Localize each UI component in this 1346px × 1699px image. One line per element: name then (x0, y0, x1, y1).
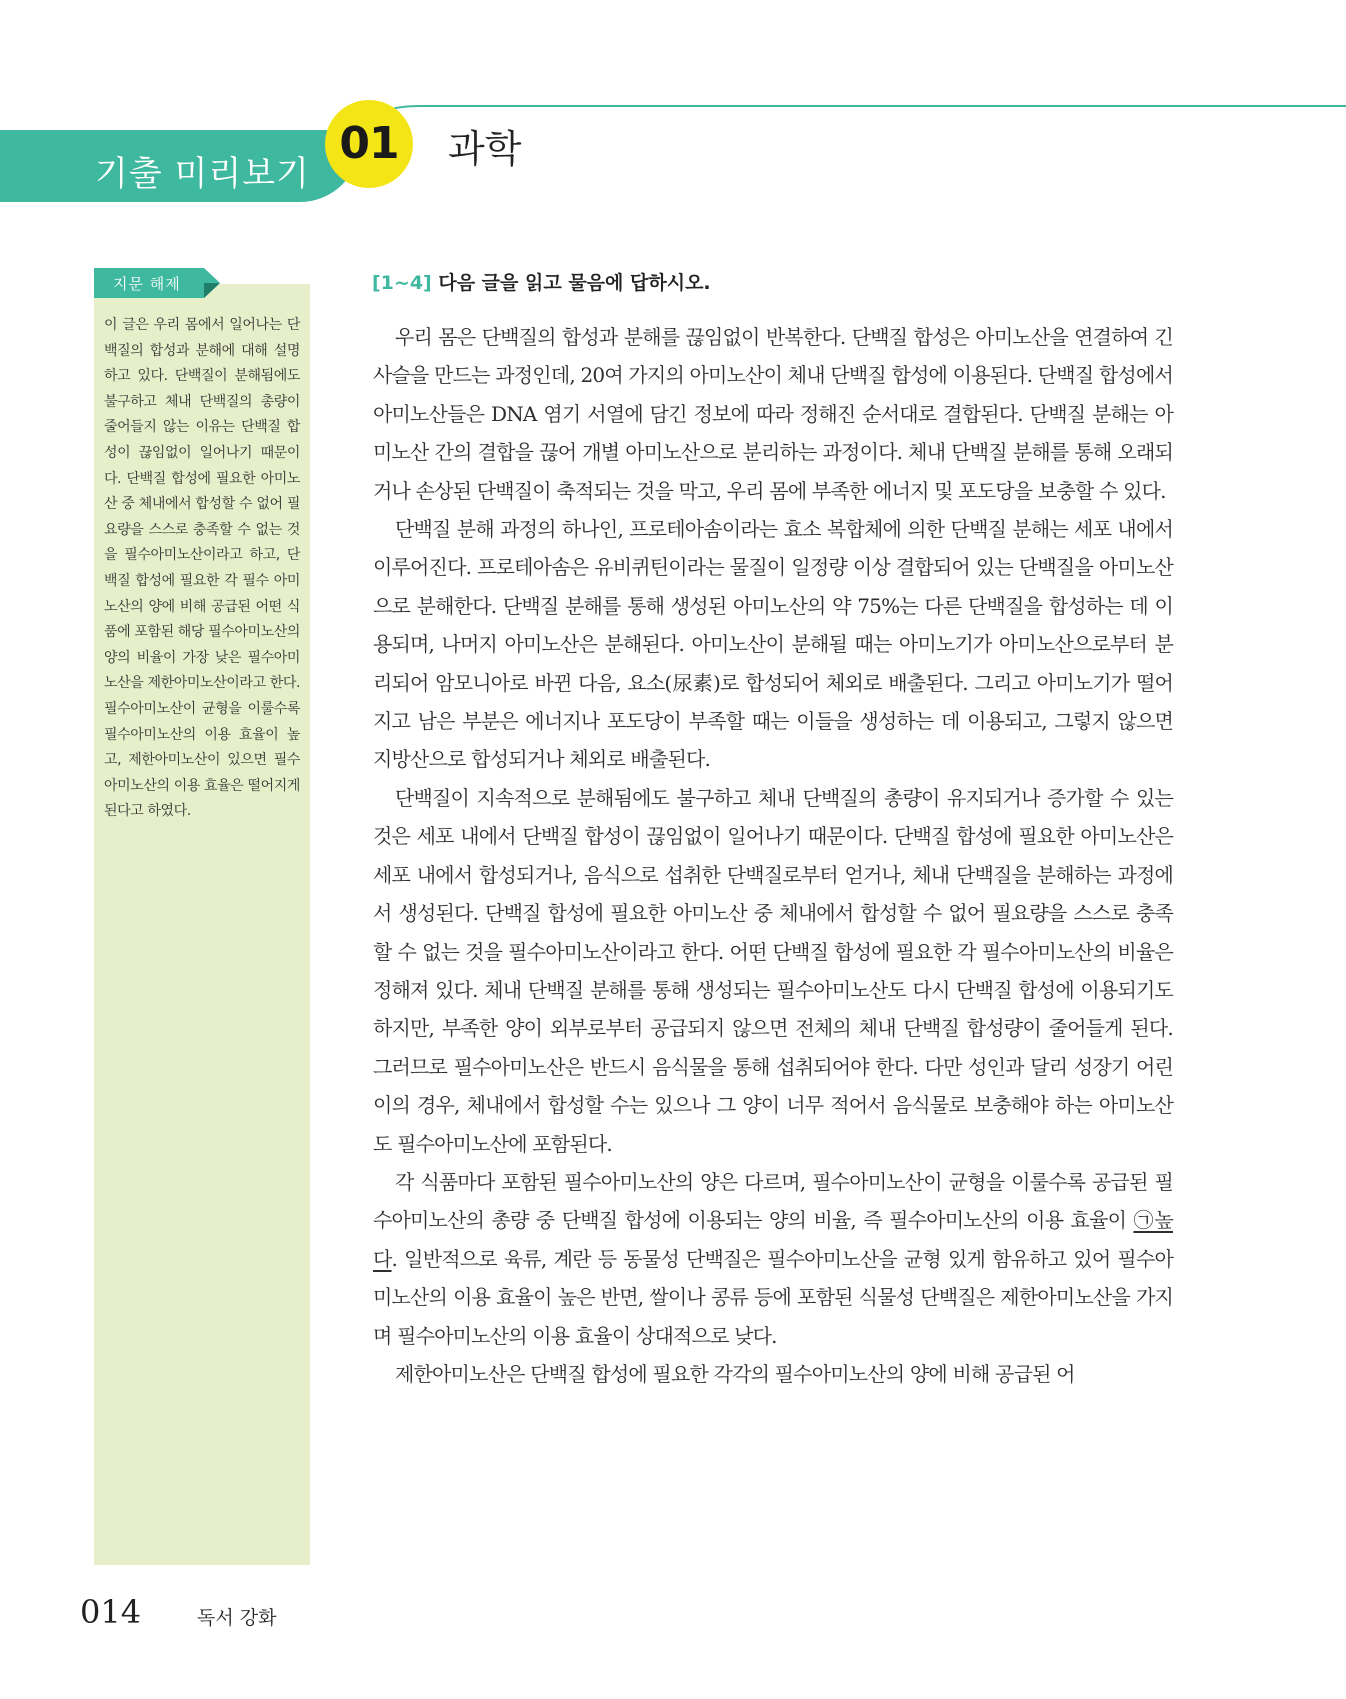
passage-paragraph: 단백질이 지속적으로 분해됨에도 불구하고 체내 단백질의 총량이 유지되거나 증가할 수 있는 것은 세포 내에서 단백질 합성이 끊임없이 일어나기 때문이다. 단백질 합성에 필요한 아미노산은 세포 내에서 합성되거나, 음식으로 섭취한 단백질로부터 얻거나, 체내 단백질을 분해하는 과정에서 생성된다. 단백질 합성에 필요한 아미노산 중 체내에서 합성할 수 없어 필요량을 스스로 충족할 수 없는 것을 필수아미노산이라고 한다. 어떤 단백질 합성에 필요한 각 필수아미노산의 비율은 정해져 있다. 체내 단백질 분해를 통해 생성되는 필수아미노산도 다시 단백질 합성에 이용되기도 하지만, 부족한 양이 외부로부터 공급되지 않으면 전체의 체내 단백질 합성량이 줄어들게 된다. 그러므로 필수아미노산은 반드시 음식물을 통해 섭취되어야 한다. 다만 성인과 달리 성장기 어린이의 경우, 체내에서 합성할 수는 있으나 그 양이 너무 적어서 음식물로 보충해야 하는 아미노산도 필수아미노산에 포함된다. (373, 785, 1173, 1156)
chapter-title: 과학 (448, 127, 522, 171)
section-label: 기출 미리보기 (95, 154, 310, 194)
question-range: [1~4] (372, 272, 432, 294)
sidebar-tag-label: 지문 해제 (113, 275, 181, 293)
underlined-term: ㉠높다 (373, 1208, 1173, 1271)
passage-text: 각 식품마다 포함된 필수아미노산의 양은 다르며, 필수아미노산이 균형을 이룰수록 공급된 필수아미노산의 총량 중 단백질 합성에 이용되는 양의 비율, 즉 필수아미노산의 이용 효율이 (373, 1169, 1173, 1233)
passage-paragraph: 우리 몸은 단백질의 합성과 분해를 끊임없이 반복한다. 단백질 합성은 아미노산을 연결하여 긴 사슬을 만드는 과정인데, 20여 가지의 아미노산이 체내 단백질 합성에 이용된다. 단백질 합성에서 아미노산들은 DNA 염기 서열에 담긴 정보에 따라 정해진 순서대로 결합된다. 단백질 분해는 아미노산 간의 결합을 끊어 개별 아미노산으로 분리하는 과정이다. 체내 단백질 분해를 통해 오래되거나 손상된 단백질이 축적되는 것을 막고, 우리 몸에 부족한 에너지 및 포도당을 보충할 수 있다. (373, 325, 1173, 503)
passage-paragraph: 제한아미노산은 단백질 합성에 필요한 각각의 필수아미노산의 양에 비해 공급된 어 (395, 1361, 1075, 1386)
question-heading (372, 268, 711, 295)
sidebar-tag-arrow (204, 268, 220, 298)
reading-passage (373, 318, 1173, 1393)
chapter-number-badge: 01 (325, 100, 413, 188)
passage-text: . 일반적으로 육류, 계란 등 동물성 단백질은 필수아미노산을 균형 있게 함유하고 있어 필수아미노산의 이용 효율이 높은 반면, 쌀이나 콩류 등에 포함된 식물성 단백질은 제한아미노산을 가지며 필수아미노산의 이용 효율이 상대적으로 낮다. (373, 1246, 1173, 1348)
passage-paragraph (373, 1163, 1173, 1355)
book-title: 독서 강화 (197, 1607, 277, 1629)
sidebar-summary-text: 이 글은 우리 몸에서 일어나는 단백질의 합성과 분해에 대해 설명하고 있다. 단백질이 분해됨에도 불구하고 체내 단백질의 총량이 줄어들지 않는 이유는 단백질 합성이 끊임없이 일어나기 때문이다. 단백질 합성에 필요한 아미노산 중 체내에서 합성할 수 없어 필요량을 스스로 충족할 수 없는 것을 필수아미노산이라고 하고, 단백질 합성에 필요한 각 필수 아미노산의 양에 비해 공급된 어떤 식품에 포함된 해당 필수아미노산의 양의 비율이 가장 낮은 필수아미노산을 제한아미노산이라고 한다. 필수아미노산이 균형을 이룰수록 필수아미노산의 이용 효율이 높고, 제한아미노산이 있으면 필수아미노산의 이용 효율은 떨어지게 된다고 하였다. (104, 317, 300, 820)
passage-paragraph: 단백질 분해 과정의 하나인, 프로테아솜이라는 효소 복합체에 의한 단백질 분해는 세포 내에서 이루어진다. 프로테아솜은 유비퀴틴이라는 물질이 일정량 이상 결합되어 있는 단백질을 아미노산으로 분해한다. 단백질 분해를 통해 생성된 아미노산의 약 75%는 다른 단백질을 합성하는 데 이용되며, 나머지 아미노산은 분해된다. 아미노산이 분해될 때는 아미노기가 아미노산으로부터 분리되어 암모니아로 바뀐 다음, 요소(尿素)로 합성되어 체외로 배출된다. 그리고 아미노기가 떨어지고 남은 부분은 에너지나 포도당이 부족할 때는 이들을 생성하는 데 이용되고, 그렇지 않으면 지방산으로 합성되거나 체외로 배출된다. (373, 517, 1173, 772)
page-number: 014 (80, 1593, 142, 1631)
question-instruction: 다음 글을 읽고 물음에 답하시오. (438, 272, 711, 294)
